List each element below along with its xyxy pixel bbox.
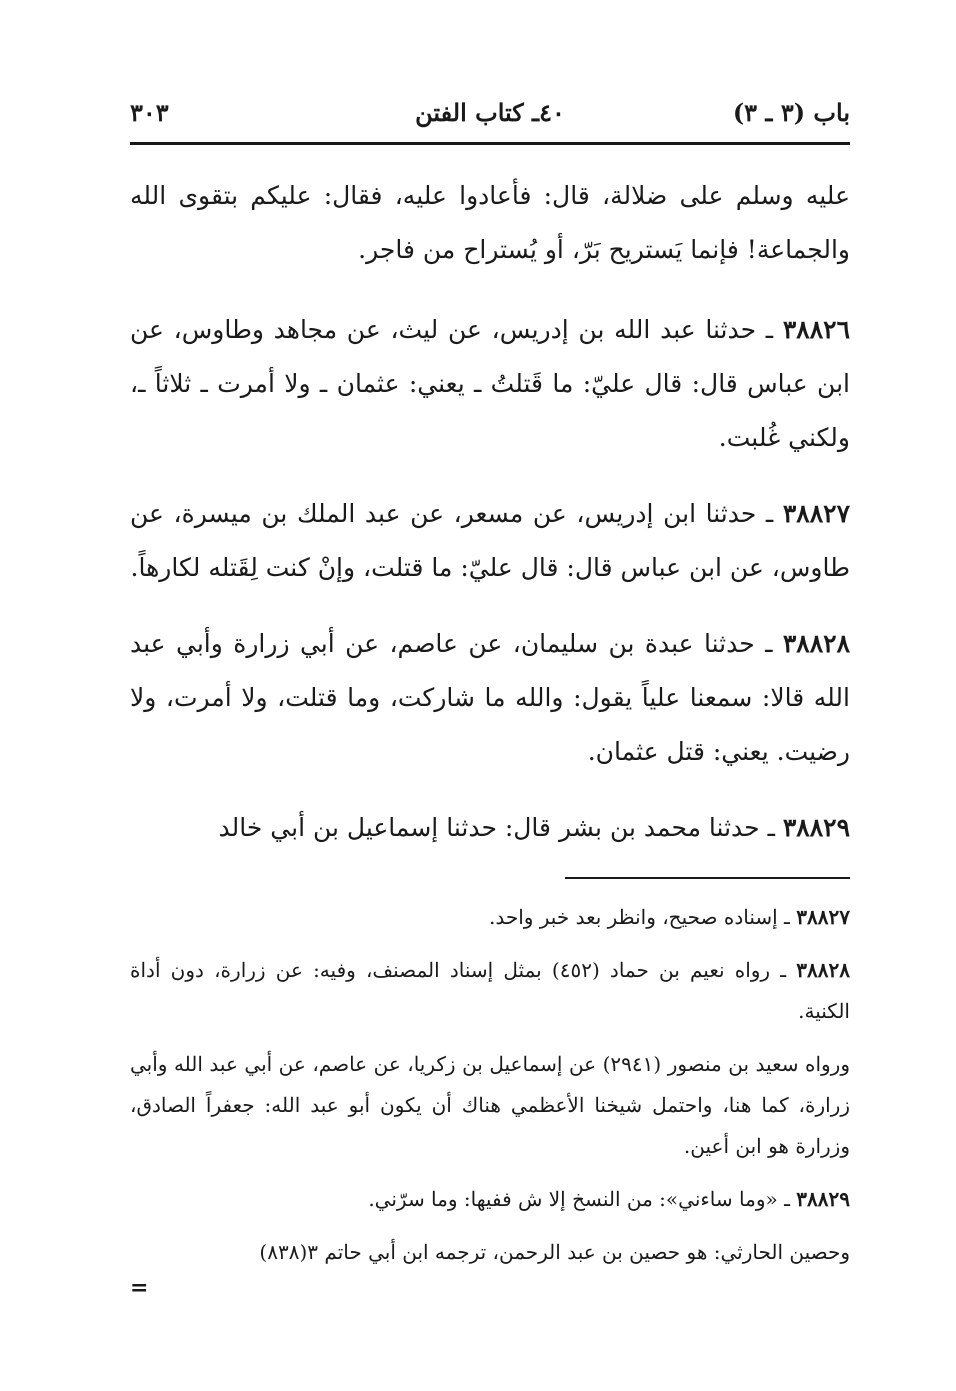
page-number: ٣٠٣: [130, 98, 169, 127]
page-header: [130, 90, 850, 142]
hadith-text: ـ حدثنا ابن إدريس، عن مسعر، عن عبد الملك بن ميسرة، عن طاوس، عن ابن عباس قال: قال عليّ: ما قتلت، وإنْ كنت لِقَتله لكارهاً.: [130, 499, 850, 582]
footnote: [130, 1179, 850, 1220]
hadith-text: ـ حدثنا عبد الله بن إدريس، عن ليث، عن مجاهد وطاوس، عن ابن عباس قال: قال عليّ: ما قَتلتُ ـ يعني: عثمان ـ ولا أمرت ـ ثلاثاً ـ، ولكني غُلبت.: [130, 315, 850, 452]
hadith-text: ـ حدثنا محمد بن بشر قال: حدثنا إسماعيل بن أبي خالد: [218, 813, 783, 842]
footnote-number: ٣٨٨٢٩: [796, 1187, 850, 1211]
hadith-paragraph: [130, 617, 850, 779]
hadith-paragraph: [130, 487, 850, 595]
continuation-mark: =: [130, 1275, 149, 1301]
footnote-divider: [565, 877, 850, 879]
hadith-paragraph: [130, 303, 850, 465]
footnote: [130, 897, 850, 938]
hadith-number: ٣٨٨٢٨: [782, 629, 850, 658]
footnote-text: ـ «وما ساءني»: من النسخ إلا ش ففيها: وما سرّني.: [368, 1187, 797, 1211]
footnote-number: ٣٨٨٢٧: [796, 905, 850, 929]
footnote: [130, 1044, 850, 1167]
footnote: [130, 1232, 850, 1273]
chapter-label: باب (٣ ـ ٣): [732, 98, 850, 127]
hadith-text: عليه وسلم على ضلالة، قال: فأعادوا عليه، فقال: عليكم بتقوى الله والجماعة! فإنما يَستريح بَرّ، أو يُستراح من فاجر.: [130, 181, 850, 264]
book-page: [130, 90, 850, 1301]
footnote: [130, 950, 850, 1032]
header-divider: [130, 142, 850, 145]
footnote-number: ٣٨٨٢٨: [796, 958, 850, 982]
footnote-text: ورواه سعيد بن منصور (٢٩٤١) عن إسماعيل بن زكريا، عن عاصم، عن أبي عبد الله وأبي زرارة، كما هنا، واحتمل شيخنا الأعظمي هناك أن يكون أبو عبد الله: جعفراً الصادق، وزرارة هو ابن أعين.: [130, 1052, 850, 1158]
footnote-text: وحصين الحارثي: هو حصين بن عبد الرحمن، ترجمه ابن أبي حاتم ٣(٨٣٨): [259, 1240, 850, 1264]
footnote-text: ـ رواه نعيم بن حماد (٤٥٢) بمثل إسناد المصنف، وفيه: عن زرارة، دون أداة الكنية.: [130, 958, 850, 1023]
book-title: ٤٠ـ كتاب الفتن: [415, 98, 565, 127]
hadith-number: ٣٨٨٢٩: [782, 813, 850, 842]
hadith-paragraph: [130, 801, 850, 855]
hadith-text: ـ حدثنا عبدة بن سليمان، عن عاصم، عن أبي زرارة وأبي عبد الله قالا: سمعنا علياً يقول: والله ما شاركت، وما قتلت، ولا أمرت، ولا رضيت. يعني: قتل عثمان.: [130, 629, 850, 766]
hadith-paragraph: [130, 169, 850, 277]
hadith-number: ٣٨٨٢٦: [782, 315, 850, 344]
footnote-text: ـ إسناده صحيح، وانظر بعد خبر واحد.: [488, 905, 797, 929]
hadith-number: ٣٨٨٢٧: [782, 499, 850, 528]
